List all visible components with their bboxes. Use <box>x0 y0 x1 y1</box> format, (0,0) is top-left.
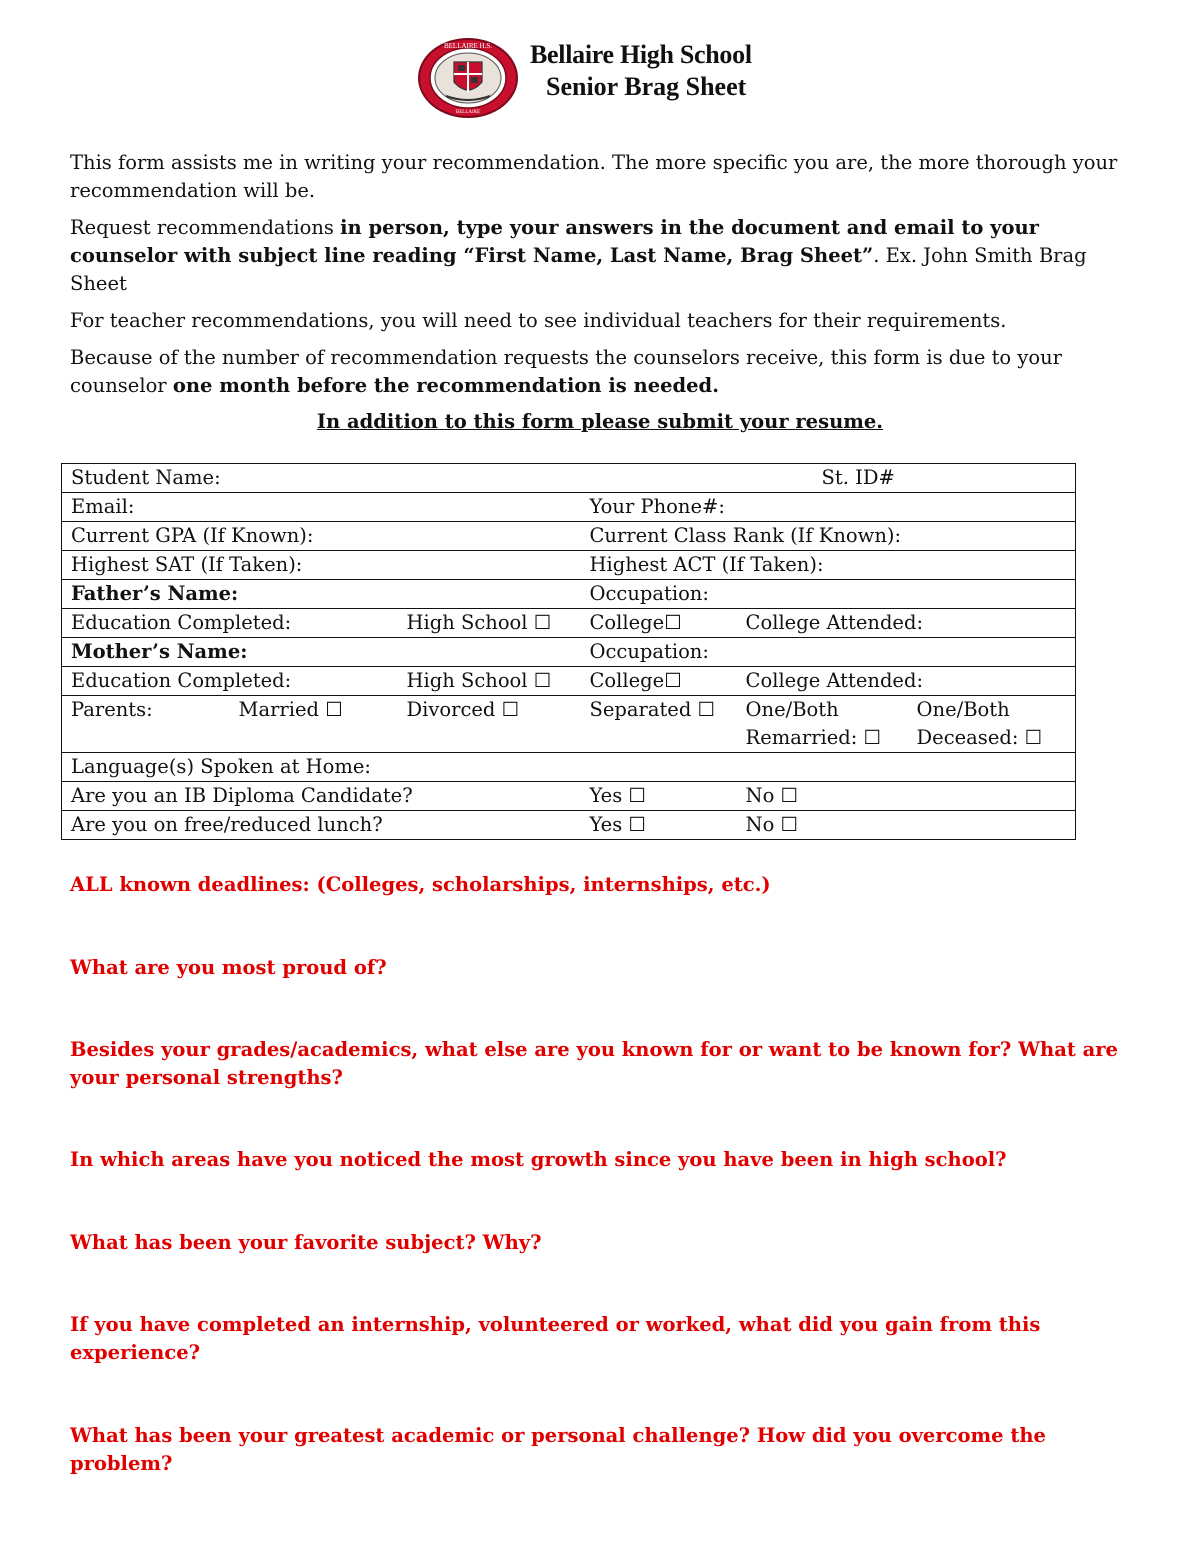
lunch-yes-checkbox[interactable]: Yes ☐ <box>589 813 646 836</box>
remarried-label-line1: One/Both <box>745 698 839 721</box>
question-deadlines: ALL known deadlines: (Colleges, scholarships, internships, etc.) <box>70 873 771 896</box>
intro-text: This form assists me in writing your recommendation. The more specific you are, the more thorough your recommendation will be. <box>70 151 1118 202</box>
mother-college-checkbox[interactable]: College☐ <box>589 669 682 692</box>
student-id-field[interactable]: St. ID# <box>821 466 895 489</box>
divorced-checkbox[interactable]: Divorced ☐ <box>406 698 520 721</box>
table-row <box>62 522 1076 551</box>
intro-text: Request recommendations <box>70 216 341 239</box>
deceased-checkbox[interactable] <box>908 696 1076 753</box>
father-high-school-checkbox[interactable]: High School ☐ <box>406 611 552 634</box>
class-rank-field[interactable]: Current Class Rank (If Known): <box>589 524 902 547</box>
mother-occupation-field[interactable]: Occupation: <box>589 640 709 663</box>
resume-note: In addition to this form please submit your resume. <box>316 410 884 433</box>
school-name: Bellaire High School <box>530 40 752 69</box>
ib-yes-checkbox[interactable]: Yes ☐ <box>589 784 646 807</box>
svg-text:BELLAIRE H.S.: BELLAIRE H.S. <box>443 42 493 50</box>
student-info-table <box>61 463 1076 840</box>
mother-name-field[interactable]: Mother’s Name: <box>71 640 248 663</box>
act-field[interactable]: Highest ACT (If Taken): <box>589 553 824 576</box>
intro-text: For teacher recommendations, you will need to see individual teachers for their requirements. <box>70 309 1007 332</box>
table-row <box>62 667 1076 696</box>
table-row <box>62 782 1076 811</box>
table-row <box>62 464 1076 493</box>
table-row <box>62 580 1076 609</box>
mother-college-attended-field[interactable]: College Attended: <box>745 669 924 692</box>
intro-emphasis: one month before the recommendation is needed. <box>172 374 719 397</box>
question-strengths: Besides your grades/academics, what else are you known for or want to be known for? What are your personal strengths? <box>70 1038 1118 1089</box>
table-row <box>62 753 1076 782</box>
question-favorite-subject: What has been your favorite subject? Why? <box>70 1231 542 1254</box>
table-row <box>62 696 1076 753</box>
table-row <box>62 551 1076 580</box>
table-row <box>62 638 1076 667</box>
student-name-field[interactable]: Student Name: <box>71 466 221 489</box>
married-checkbox[interactable]: Married ☐ <box>238 698 343 721</box>
remarried-checkbox[interactable] <box>737 696 908 753</box>
ib-question-label: Are you an IB Diploma Candidate? <box>71 784 413 807</box>
intro-paragraph-4 <box>70 344 1130 400</box>
svg-text:BELLAIRE: BELLAIRE <box>455 110 481 115</box>
lunch-question-label: Are you on free/reduced lunch? <box>71 813 383 836</box>
phone-field[interactable]: Your Phone#: <box>589 495 725 518</box>
question-internship: If you have completed an internship, volunteered or worked, what did you gain from this experience? <box>70 1313 1041 1364</box>
mother-education-label: Education Completed: <box>71 669 292 692</box>
parents-label: Parents: <box>71 698 153 721</box>
intro-emphasis: in person, type your answers in the document and email to your counselor with subject line reading “First Name, Last Name, Brag Sheet” <box>70 216 1039 267</box>
ib-no-checkbox[interactable]: No ☐ <box>745 784 799 807</box>
email-field[interactable]: Email: <box>71 495 135 518</box>
intro-paragraph-2 <box>70 214 1130 298</box>
table-row <box>62 609 1076 638</box>
mother-high-school-checkbox[interactable]: High School ☐ <box>406 669 552 692</box>
sat-field[interactable]: Highest SAT (If Taken): <box>71 553 303 576</box>
intro-text: Because of the number of recommendation requests the counselors receive, this form is due to your counselor <box>70 346 1063 397</box>
table-row <box>62 811 1076 840</box>
lunch-no-checkbox[interactable]: No ☐ <box>745 813 799 836</box>
document-header <box>418 38 778 122</box>
intro-paragraph-1 <box>70 149 1130 205</box>
father-college-attended-field[interactable]: College Attended: <box>745 611 924 634</box>
question-challenge: What has been your greatest academic or personal challenge? How did you overcome the problem? <box>70 1424 1046 1475</box>
intro-text: . Ex. John Smith Brag Sheet <box>70 244 1087 295</box>
separated-checkbox[interactable]: Separated ☐ <box>589 698 715 721</box>
gpa-field[interactable]: Current GPA (If Known): <box>71 524 314 547</box>
language-field[interactable]: Language(s) Spoken at Home: <box>71 755 371 778</box>
intro-section <box>70 149 1130 409</box>
question-proud: What are you most proud of? <box>70 956 387 979</box>
remarried-label-line2: Remarried: ☐ <box>745 726 882 749</box>
father-college-checkbox[interactable]: College☐ <box>589 611 682 634</box>
deceased-label-line1: One/Both <box>916 698 1010 721</box>
school-seal-logo <box>418 38 518 118</box>
father-education-label: Education Completed: <box>71 611 292 634</box>
sheet-title: Senior Brag Sheet <box>546 72 747 101</box>
intro-paragraph-3 <box>70 307 1130 335</box>
father-occupation-field[interactable]: Occupation: <box>589 582 709 605</box>
table-row <box>62 493 1076 522</box>
question-growth: In which areas have you noticed the most growth since you have been in high school? <box>70 1148 1007 1171</box>
father-name-field[interactable]: Father’s Name: <box>71 582 239 605</box>
deceased-label-line2: Deceased: ☐ <box>916 726 1043 749</box>
